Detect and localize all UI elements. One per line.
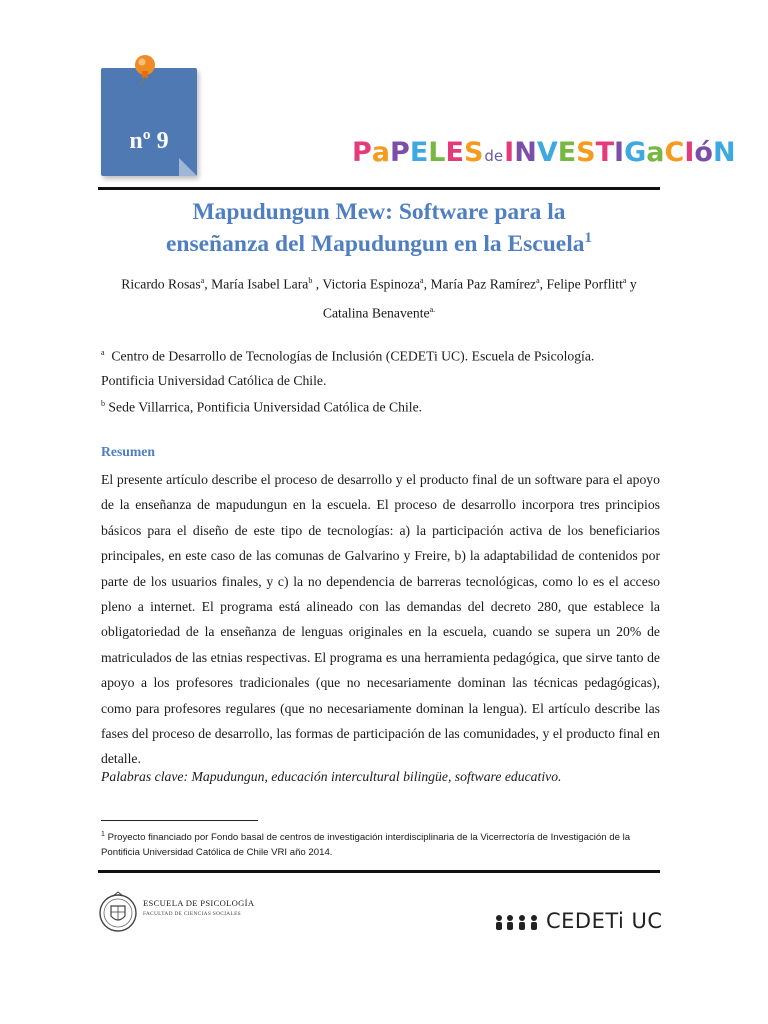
series-logo-letter: T (595, 137, 615, 168)
author-name: María Paz Ramírez (430, 276, 537, 292)
series-logo-letter: a (371, 137, 391, 168)
series-logo-letter: P (352, 137, 372, 168)
affiliation-b-line1 (101, 392, 661, 420)
series-logo-letter: G (624, 137, 647, 168)
author-affiliation-mark: a (200, 276, 205, 285)
series-logo-part1 (352, 137, 483, 168)
author-affiliation-mark: b (308, 276, 313, 285)
title-footnote-mark: 1 (584, 230, 593, 247)
keywords: Palabras clave: Mapudungun, educación intercultural bilingüe, software educativo. (101, 769, 562, 784)
university-crest-icon (98, 888, 138, 938)
cedeti-name: CEDETi UC (546, 909, 663, 933)
author-affiliation-mark: a. (429, 304, 436, 314)
series-logo-letter: E (557, 137, 577, 168)
series-logo (352, 137, 736, 171)
series-logo-letter: V (536, 137, 558, 168)
title-line-2-text: enseñanza del Mapudungun en la Escuela (165, 231, 585, 257)
abstract-text: El presente artículo describe el proceso de desarrollo y el producto final de un software para el apoyo de la enseñanza de mapudungun en la escuela. El proceso de desarrollo incorpora tres principios básicos para el diseño de este tipo de tecnologías: a) la participación activa de los beneficiarios principales, en este caso de las comunas de Galvarino y Freire, b) la adaptabilidad de contenidos por parte de los usuarios finales, y c) la no dependencia de barreras tecnológicas, como lo es el acceso pleno a internet. El programa está alineado con las demandas del decreto 280, que establece la obligatoriedad de la enseñanza de lenguas originales en la escuela, cuando se supera un 20% de matriculados de las etnias respectivas. El programa es una herramienta pedagógica, que sirve tanto de apoyo a los profesores tradicionales (que no necesariamente dominan las técnicas pedagógicas), como para profesores regulares (que no necesariamente dominan la lengua). El artículo describe las fases del proceso de desarrollo, las formas de participación de las comunidades, y el producto final en detalle. (101, 472, 660, 767)
series-logo-letter: a (646, 137, 665, 168)
series-logo-letter: E (445, 137, 464, 168)
author-affiliation-mark: a (536, 276, 540, 285)
author-name: Victoria Espinoza (322, 276, 421, 292)
footnote-mark: 1 (101, 831, 105, 838)
note-fold (179, 158, 197, 176)
series-logo-letter: S (463, 137, 484, 168)
issue-number: nº 9 (129, 128, 169, 154)
series-logo-letter: I (504, 137, 515, 168)
author-separator: , (423, 276, 431, 292)
series-logo-letter: E (409, 137, 429, 168)
series-logo-letter: N (514, 137, 537, 168)
title-line-2 (98, 228, 660, 260)
cedeti-logo (494, 905, 662, 941)
series-logo-letter: I (614, 137, 625, 168)
author-separator: , (312, 276, 323, 292)
author-name: Ricardo Rosas (121, 276, 201, 292)
school-name: ESCUELA DE PSICOLOGÍA (143, 898, 255, 908)
affiliation-a-mark: a (101, 348, 105, 357)
series-logo-letter: N (712, 137, 736, 168)
series-logo-letter: P (390, 137, 410, 168)
author-separator: , (204, 276, 212, 292)
affiliation-a (101, 341, 661, 393)
school-logo (98, 888, 298, 938)
affiliation-a-line1 (101, 341, 661, 369)
title-line-1: Mapudungun Mew: Software para la (192, 199, 566, 225)
footnote-text: Proyecto financiado por Fondo basal de centros de investigación interdisciplinaria de la Vicerrectoría de Investigación de la Pontificia Universidad Católica de Chile VRI año 2014. (101, 832, 631, 859)
series-logo-part2 (504, 137, 735, 168)
footnote (101, 827, 661, 860)
author-name: Catalina Benavente (322, 305, 430, 321)
school-faculty: FACULTAD DE CIENCIAS SOCIALES (143, 911, 241, 917)
abstract-heading: Resumen (101, 444, 155, 459)
affiliation-b-mark: b (101, 399, 105, 408)
series-logo-letter: S (576, 137, 596, 168)
affiliation-b-text1: Sede Villarrica, Pontificia Universidad Católica de Chile. (108, 399, 423, 415)
affiliation-a-line2: Pontificia Universidad Católica de Chile. (101, 372, 327, 388)
affiliation-a-text1: Centro de Desarrollo de Tecnologías de Inclusión (CEDETi UC). Escuela de Psicología. (111, 348, 595, 364)
author-separator: , (539, 276, 547, 292)
series-logo-connector: de (484, 147, 504, 165)
author-separator: y (626, 276, 637, 292)
author-affiliation-mark: a (622, 276, 627, 285)
bottom-rule (98, 870, 660, 873)
series-logo-letter: ó (694, 137, 713, 168)
pushpin-icon (128, 53, 162, 87)
author-affiliation-mark: a (420, 276, 424, 285)
affiliation-b (101, 392, 661, 420)
author-list (98, 268, 660, 325)
footnote-rule (101, 820, 258, 821)
people-icon (494, 913, 542, 933)
top-rule (98, 187, 660, 190)
author-name: María Isabel Lara (211, 276, 309, 292)
paper-title (98, 196, 660, 260)
series-logo-letter: L (428, 137, 446, 168)
series-logo-letter: C (664, 137, 685, 168)
author-name: Felipe Porflitt (546, 276, 623, 292)
series-logo-letter: I (684, 137, 695, 168)
